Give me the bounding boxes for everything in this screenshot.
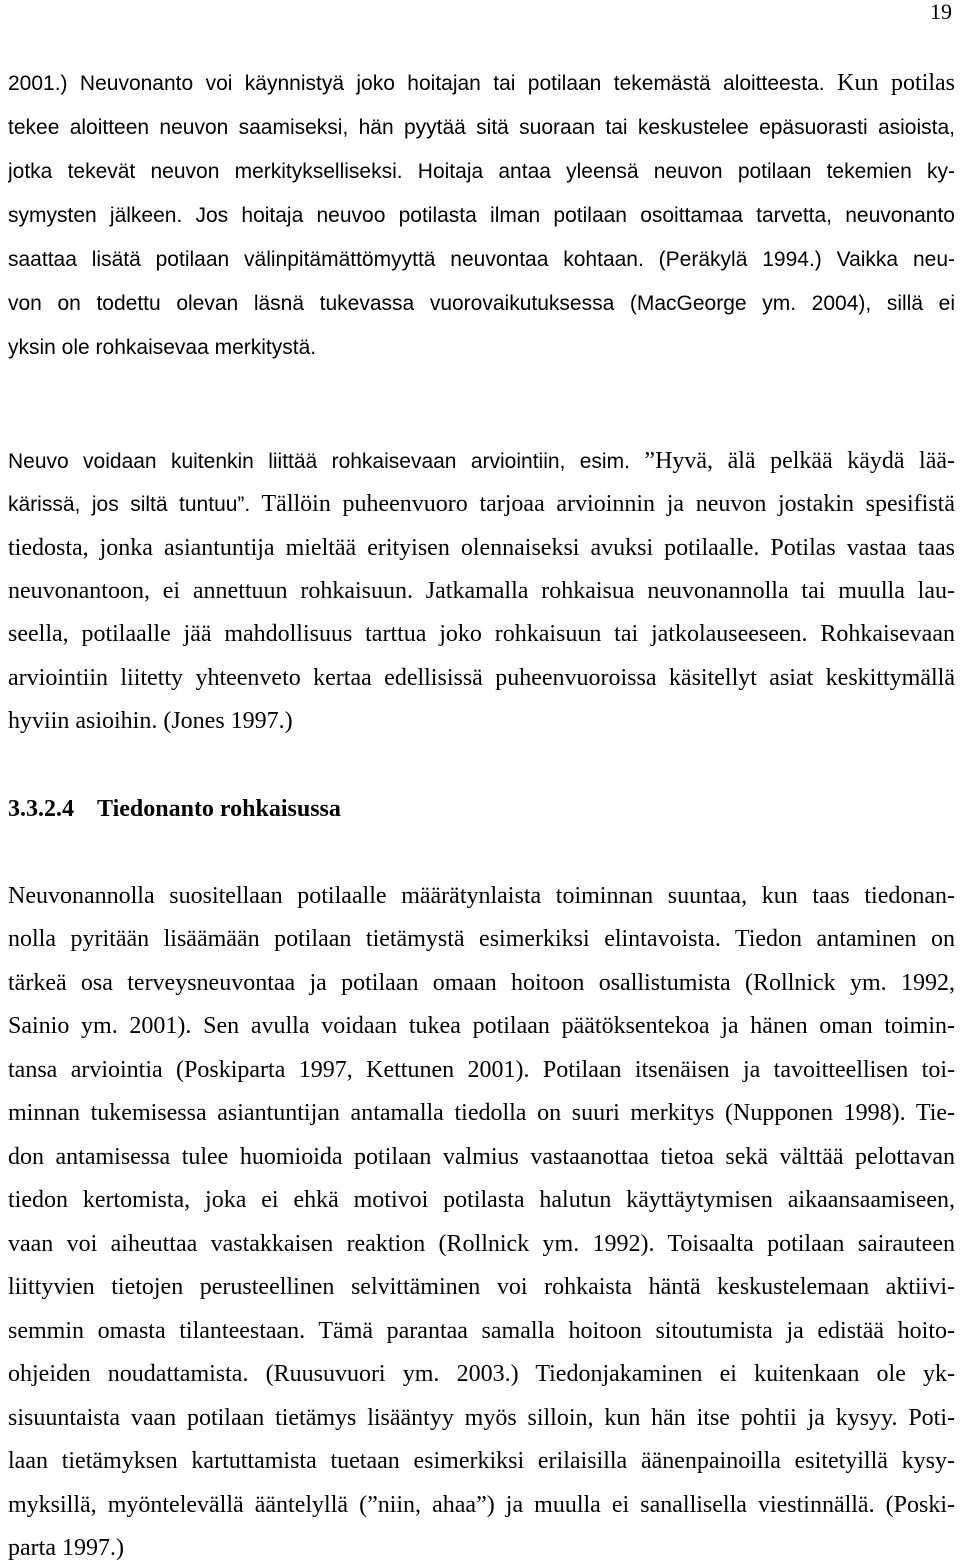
body-text-line	[8, 882, 955, 910]
text-segment: Sainio ym. 2001). Sen avulla voidaan tukea potilaan päätöksentekoa ja hänen oman toimin-	[8, 1013, 955, 1039]
text-segment: hyviin asioihin. (Jones 1997.)	[8, 708, 293, 734]
page-number: 19	[930, 0, 952, 24]
section-title: Tiedonanto rohkaisussa	[97, 796, 341, 822]
section-number: 3.3.2.4	[8, 796, 74, 822]
body-text-line	[8, 1056, 955, 1084]
body-text-line	[8, 1230, 955, 1258]
text-segment: sisuuntaista vaan potilaan tietämys lisääntyy myös silloin, kun hän itse pohtii ja kysyy. Poti-	[8, 1405, 955, 1431]
text-segment: tärkeä osa terveysneuvontaa ja potilaan omaan hoitoon osallistumista (Rollnick ym. 1992,	[8, 970, 955, 996]
text-segment: ”Hyvä, älä pelkää käydä lää-	[644, 448, 955, 474]
text-segment: Neuvo voidaan kuitenkin liittää rohkaisevaan arviointiin, esim.	[8, 450, 630, 473]
body-text-line	[8, 1012, 955, 1040]
text-segment: neuvonantoon, ei annettuun rohkaisuun. Jatkamalla rohkaisua neuvonannolla tai muulla lau-	[8, 578, 955, 604]
body-text-line	[8, 1491, 955, 1519]
body-text-line	[8, 113, 955, 141]
text-segment: tiedon kertomista, joka ei ehkä motivoi potilasta halutun käyttäytymisen aikaansaamiseen,	[8, 1187, 955, 1213]
body-text-line	[8, 1317, 955, 1345]
text-segment: laan tietämyksen kartuttamista tuetaan esimerkiksi erilaisilla äänenpainoilla esitetyillä kysy-	[8, 1448, 955, 1474]
body-text-line	[8, 1186, 955, 1214]
body-text-line	[8, 620, 955, 648]
body-text-line	[8, 289, 955, 317]
body-text-line	[8, 69, 955, 97]
body-text-line	[8, 490, 955, 518]
text-segment: tansa arviointia (Poskiparta 1997, Kettunen 2001). Potilaan itsenäisen ja tavoitteellisen toi-	[8, 1057, 955, 1083]
text-segment: parta 1997.)	[8, 1535, 124, 1561]
body-text-line	[8, 1404, 955, 1432]
body-text-line	[8, 707, 955, 735]
body-text-line	[8, 925, 955, 953]
text-segment: yksin ole rohkaisevaa merkitystä.	[8, 336, 317, 359]
body-text-line	[8, 664, 955, 692]
text-segment: saattaa lisätä potilaan välinpitämättömyyttä neuvontaa kohtaan. (Peräkylä 1994.) Vaikka neu-	[8, 248, 955, 271]
body-text-line	[8, 1447, 955, 1475]
body-text-line	[8, 447, 955, 475]
text-segment: nolla pyritään lisäämään potilaan tietämystä esimerkiksi elintavoista. Tiedon antaminen on	[8, 926, 955, 952]
body-text-line	[8, 157, 955, 185]
text-segment: ohjeiden noudattamista. (Ruusuvuori ym. 2003.) Tiedonjakaminen ei kuitenkaan ole yk-	[8, 1361, 955, 1387]
text-segment: Neuvonannolla suositellaan potilaalle määrätynlaista toiminnan suuntaa, kun taas tiedonan-	[8, 883, 955, 909]
text-segment: myksillä, myöntelevällä ääntelyllä (”niin, ahaa”) ja muulla ei sanallisella viestinnällä. (Poski-	[8, 1492, 955, 1518]
text-segment: kärissä, jos siltä tuntuu”.	[8, 493, 251, 516]
body-text-line	[8, 1099, 955, 1127]
text-segment: jotka tekevät neuvon merkitykselliseksi. Hoitaja antaa yleensä neuvon potilaan tekemien ky-	[8, 160, 955, 183]
body-text-line	[8, 1143, 955, 1171]
section-heading	[0, 795, 960, 823]
body-text-line	[8, 534, 955, 562]
text-segment: semmin omasta tilanteestaan. Tämä parantaa samalla hoitoon sitoutumista ja edistää hoito-	[8, 1318, 955, 1344]
text-segment: seella, potilaalle jää mahdollisuus tarttua joko rohkaisuun tai jatkolauseeseen. Rohkaisevaan	[8, 621, 955, 647]
body-text-line	[8, 1360, 955, 1388]
text-segment: von on todettu olevan läsnä tukevassa vuorovaikutuksessa (MacGeorge ym. 2004), sillä ei	[8, 292, 955, 315]
text-segment: arviointiin liitetty yhteenveto kertaa edellisissä puheenvuoroissa käsitellyt asiat keskittymällä	[8, 665, 955, 691]
text-segment: Tällöin puheenvuoro tarjoaa arvioinnin ja neuvon jostakin spesifistä	[261, 491, 955, 517]
body-text-line	[8, 1534, 955, 1562]
text-segment: don antamisessa tulee huomioida potilaan valmius vastaanottaa tietoa sekä välttää pelottavan	[8, 1144, 955, 1170]
text-segment: symysten jälkeen. Jos hoitaja neuvoo potilasta ilman potilaan osoittamaa tarvetta, neuvonanto	[8, 204, 955, 227]
text-segment: liittyvien tietojen perusteellinen selvittäminen voi rohkaista häntä keskustelemaan aktiivi-	[8, 1274, 955, 1300]
body-text-line	[8, 333, 955, 361]
text-segment: Kun potilas	[837, 70, 955, 96]
body-text-line	[8, 1273, 955, 1301]
body-text-line	[8, 201, 955, 229]
text-segment: tekee aloitteen neuvon saamiseksi, hän pyytää sitä suoraan tai keskustelee epäsuorasti asioista,	[8, 116, 955, 139]
text-segment: vaan voi aiheuttaa vastakkaisen reaktion (Rollnick ym. 1992). Toisaalta potilaan sairauteen	[8, 1231, 955, 1257]
body-text-line	[8, 245, 955, 273]
text-segment: tiedosta, jonka asiantuntija mieltää erityisen olennaiseksi avuksi potilaalle. Potilas vastaa taas	[8, 535, 955, 561]
body-text-line	[8, 969, 955, 997]
text-segment: minnan tukemisessa asiantuntijan antamalla tiedolla on suuri merkitys (Nupponen 1998). Tie-	[8, 1100, 955, 1126]
body-text-line	[8, 577, 955, 605]
text-segment: 2001.) Neuvonanto voi käynnistyä joko hoitajan tai potilaan tekemästä aloitteesta.	[8, 72, 825, 95]
